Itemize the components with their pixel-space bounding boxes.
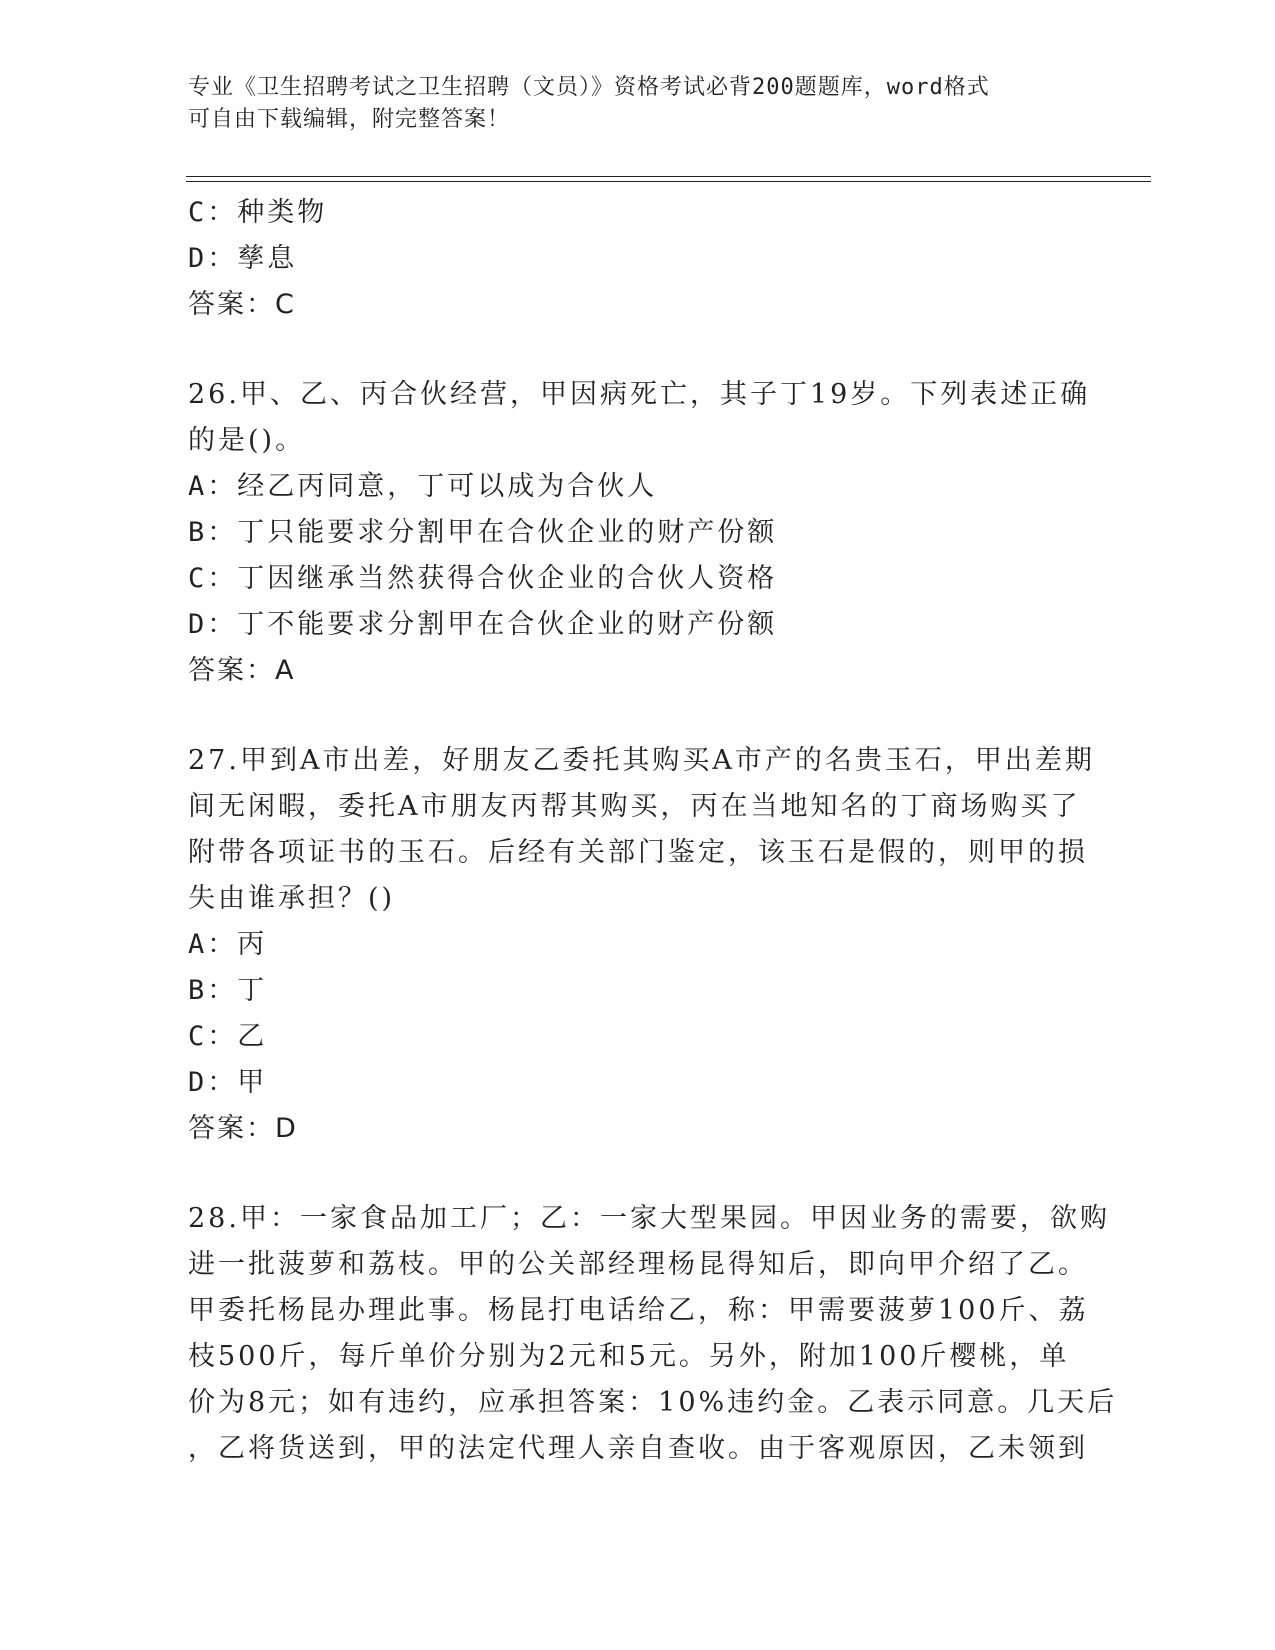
question-25-tail (188, 190, 1088, 328)
question-stem-line: ，乙将货送到，甲的法定代理人亲自查收。由于客观原因，乙未领到 (188, 1433, 1088, 1464)
header-divider (186, 176, 1151, 182)
question-stem-line: 失由谁承担？() (188, 883, 396, 914)
option-c: C：丁因继承当然获得合伙企业的合伙人资格 (188, 563, 778, 594)
spacer (188, 1152, 1088, 1196)
answer-line: 答案：A (188, 655, 296, 686)
spacer (188, 328, 1088, 372)
header-title-line-2: 可自由下载编辑，附完整答案！ (188, 107, 511, 132)
answer-line: 答案：D (188, 1113, 298, 1144)
question-26 (188, 372, 1091, 694)
question-content (188, 190, 1118, 1472)
question-stem-line: 进一批菠萝和荔枝。甲的公关部经理杨昆得知后，即向甲介绍了乙。 (188, 1249, 1088, 1280)
header-title-line-1: 专业《卫生招聘考试之卫生招聘（文员）》资格考试必背200题题库，word格式 (188, 75, 990, 100)
question-stem-line: 枝500斤，每斤单价分别为2元和5元。另外，附加100斤樱桃，单 (188, 1341, 1070, 1372)
spacer (188, 694, 1088, 738)
question-stem-line: 甲委托杨昆办理此事。杨昆打电话给乙，称：甲需要菠萝100斤、荔 (188, 1295, 1089, 1326)
answer-line: 答案：C (188, 289, 296, 320)
question-stem-line: 间无闲暇，委托A市朋友丙帮其购买，丙在当地知名的丁商场购买了 (188, 791, 1081, 822)
question-stem-line: 附带各项证书的玉石。后经有关部门鉴定，该玉石是假的，则甲的损 (188, 837, 1088, 868)
question-stem-line: 价为8元；如有违约，应承担答案：10%违约金。乙表示同意。几天后 (188, 1387, 1118, 1418)
option-c: C：乙 (188, 1021, 268, 1052)
question-28 (188, 1196, 1118, 1472)
option-b: B：丁只能要求分割甲在合伙企业的财产份额 (188, 517, 778, 548)
option-a: A：丙 (188, 929, 268, 960)
question-stem-line: 26.甲、乙、丙合伙经营，甲因病死亡，其子丁19岁。下列表述正确 (188, 379, 1091, 410)
question-stem-line: 28.甲：一家食品加工厂；乙：一家大型果园。甲因业务的需要，欲购 (188, 1203, 1110, 1234)
question-stem-line: 27.甲到A市出差，好朋友乙委托其购买A市产的名贵玉石，甲出差期 (188, 745, 1095, 776)
question-stem-line: 的是()。 (188, 425, 306, 456)
question-27 (188, 738, 1095, 1152)
option-d: D：孳息 (188, 243, 298, 274)
option-b: B：丁 (188, 975, 268, 1006)
option-d: D：丁不能要求分割甲在合伙企业的财产份额 (188, 609, 778, 640)
page-header (188, 72, 1068, 136)
option-c: C：种类物 (188, 197, 328, 228)
option-a: A：经乙丙同意，丁可以成为合伙人 (188, 471, 658, 502)
option-d: D：甲 (188, 1067, 268, 1098)
